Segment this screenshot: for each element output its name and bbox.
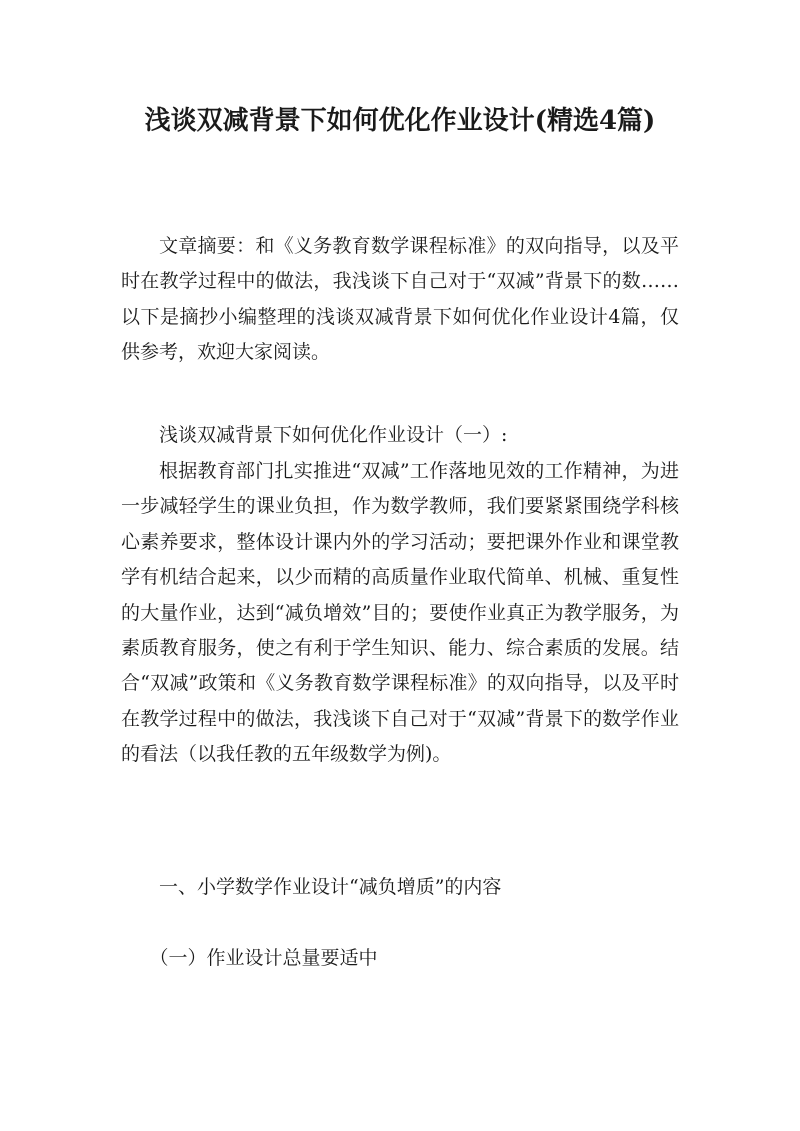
heading-level-2: （一）作业设计总量要适中 [149, 947, 378, 969]
document-title: 浅谈双减背景下如何优化作业设计(精选4篇) [144, 106, 656, 136]
heading-level-1: 一、小学数学作业设计“减负增质”的内容 [159, 876, 502, 898]
abstract-paragraph: 文章摘要：和《义务教育数学课程标准》的双向指导，以及平时在教学过程中的做法，我浅谈下自己对于“双减”背景下的数……以下是摘抄小编整理的浅谈双减背景下如何优化作业设计4篇，仅供参考，欢迎大家阅读。 [121, 235, 679, 364]
body-paragraph: 根据教育部门扎实推进“双减”工作落地见效的工作精神，为进一步减轻学生的课业负担，作为数学教师，我们要紧紧围绕学科核心素养要求，整体设计课内外的学习活动；要把课外作业和课堂教学有机结合起来，以少而精的高质量作业取代简单、机械、重复性的大量作业，达到“减负增效”目的；要使作业真正为教学服务，为素质教育服务，使之有利于学生知识、能力、综合素质的发展。结合“双减”政策和《义务教育数学课程标准》的双向指导，以及平时在教学过程中的做法，我浅谈下自己对于“双减”背景下的数学作业的看法（以我任教的五年级数学为例)。 [121, 460, 679, 766]
section-title: 浅谈双减背景下如何优化作业设计（一）: [159, 424, 508, 446]
